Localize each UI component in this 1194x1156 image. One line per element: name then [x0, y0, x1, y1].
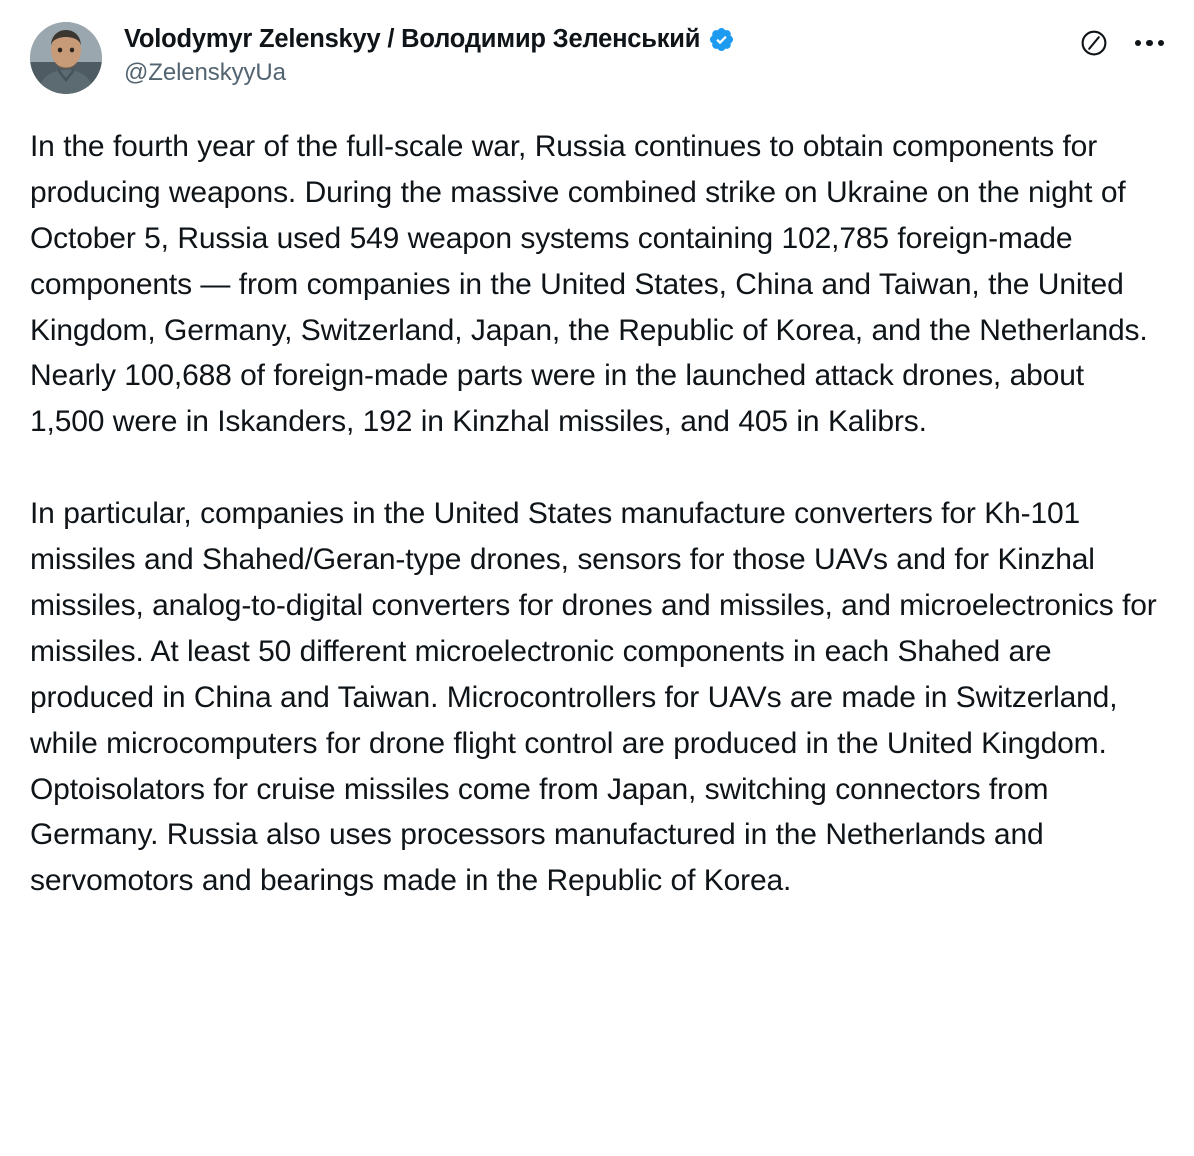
tweet-header — [30, 22, 1164, 94]
avatar[interactable] — [30, 22, 102, 94]
verified-badge-icon — [708, 26, 735, 53]
author-handle[interactable]: @ZelenskyyUa — [124, 58, 286, 86]
author-identity — [124, 22, 1063, 87]
tweet-text — [30, 124, 1164, 904]
tweet-paragraph-2: In particular, companies in the United States manufacture converters for Kh-101 missiles and Shahed/Geran-type drones, sensors for those UAVs and for Kinzhal missiles, analog-to-digital converters for drones and missiles, and microelectronics for missiles. At least 50 different microelectronic components in each Shahed are produced in China and Taiwan. Microcontrollers for UAVs are made in Switzerland, while microcomputers for drone flight control are produced in the United Kingdom. Optoisolators for cruise missiles come from Japan, switching connectors from Germany. Russia also uses processors manufactured in the Netherlands and servomotors and bearings made in the Republic of Korea. — [30, 497, 1157, 898]
more-options-icon[interactable] — [1135, 40, 1165, 47]
paragraph-spacer — [30, 445, 1164, 491]
author-name-row — [124, 24, 1063, 55]
header-actions — [1079, 22, 1165, 58]
tweet-paragraph-1: In the fourth year of the full-scale war, Russia continues to obtain components for producing weapons. During the massive combined strike on Ukraine on the night of October 5, Russia used 549 weapon systems containing 102,785 foreign-made components — from companies in the United States, China and Taiwan, the United Kingdom, Germany, Switzerland, Japan, the Republic of Korea, and the Netherlands. Nearly 100,688 of foreign-made parts were in the launched attack drones, about 1,500 were in Iskanders, 192 in Kinzhal missiles, and 405 in Kalibrs. — [30, 130, 1148, 439]
display-name[interactable]: Volodymyr Zelenskyy / Володимир Зеленський — [124, 25, 701, 53]
grok-slash-circle-icon[interactable] — [1079, 28, 1109, 58]
